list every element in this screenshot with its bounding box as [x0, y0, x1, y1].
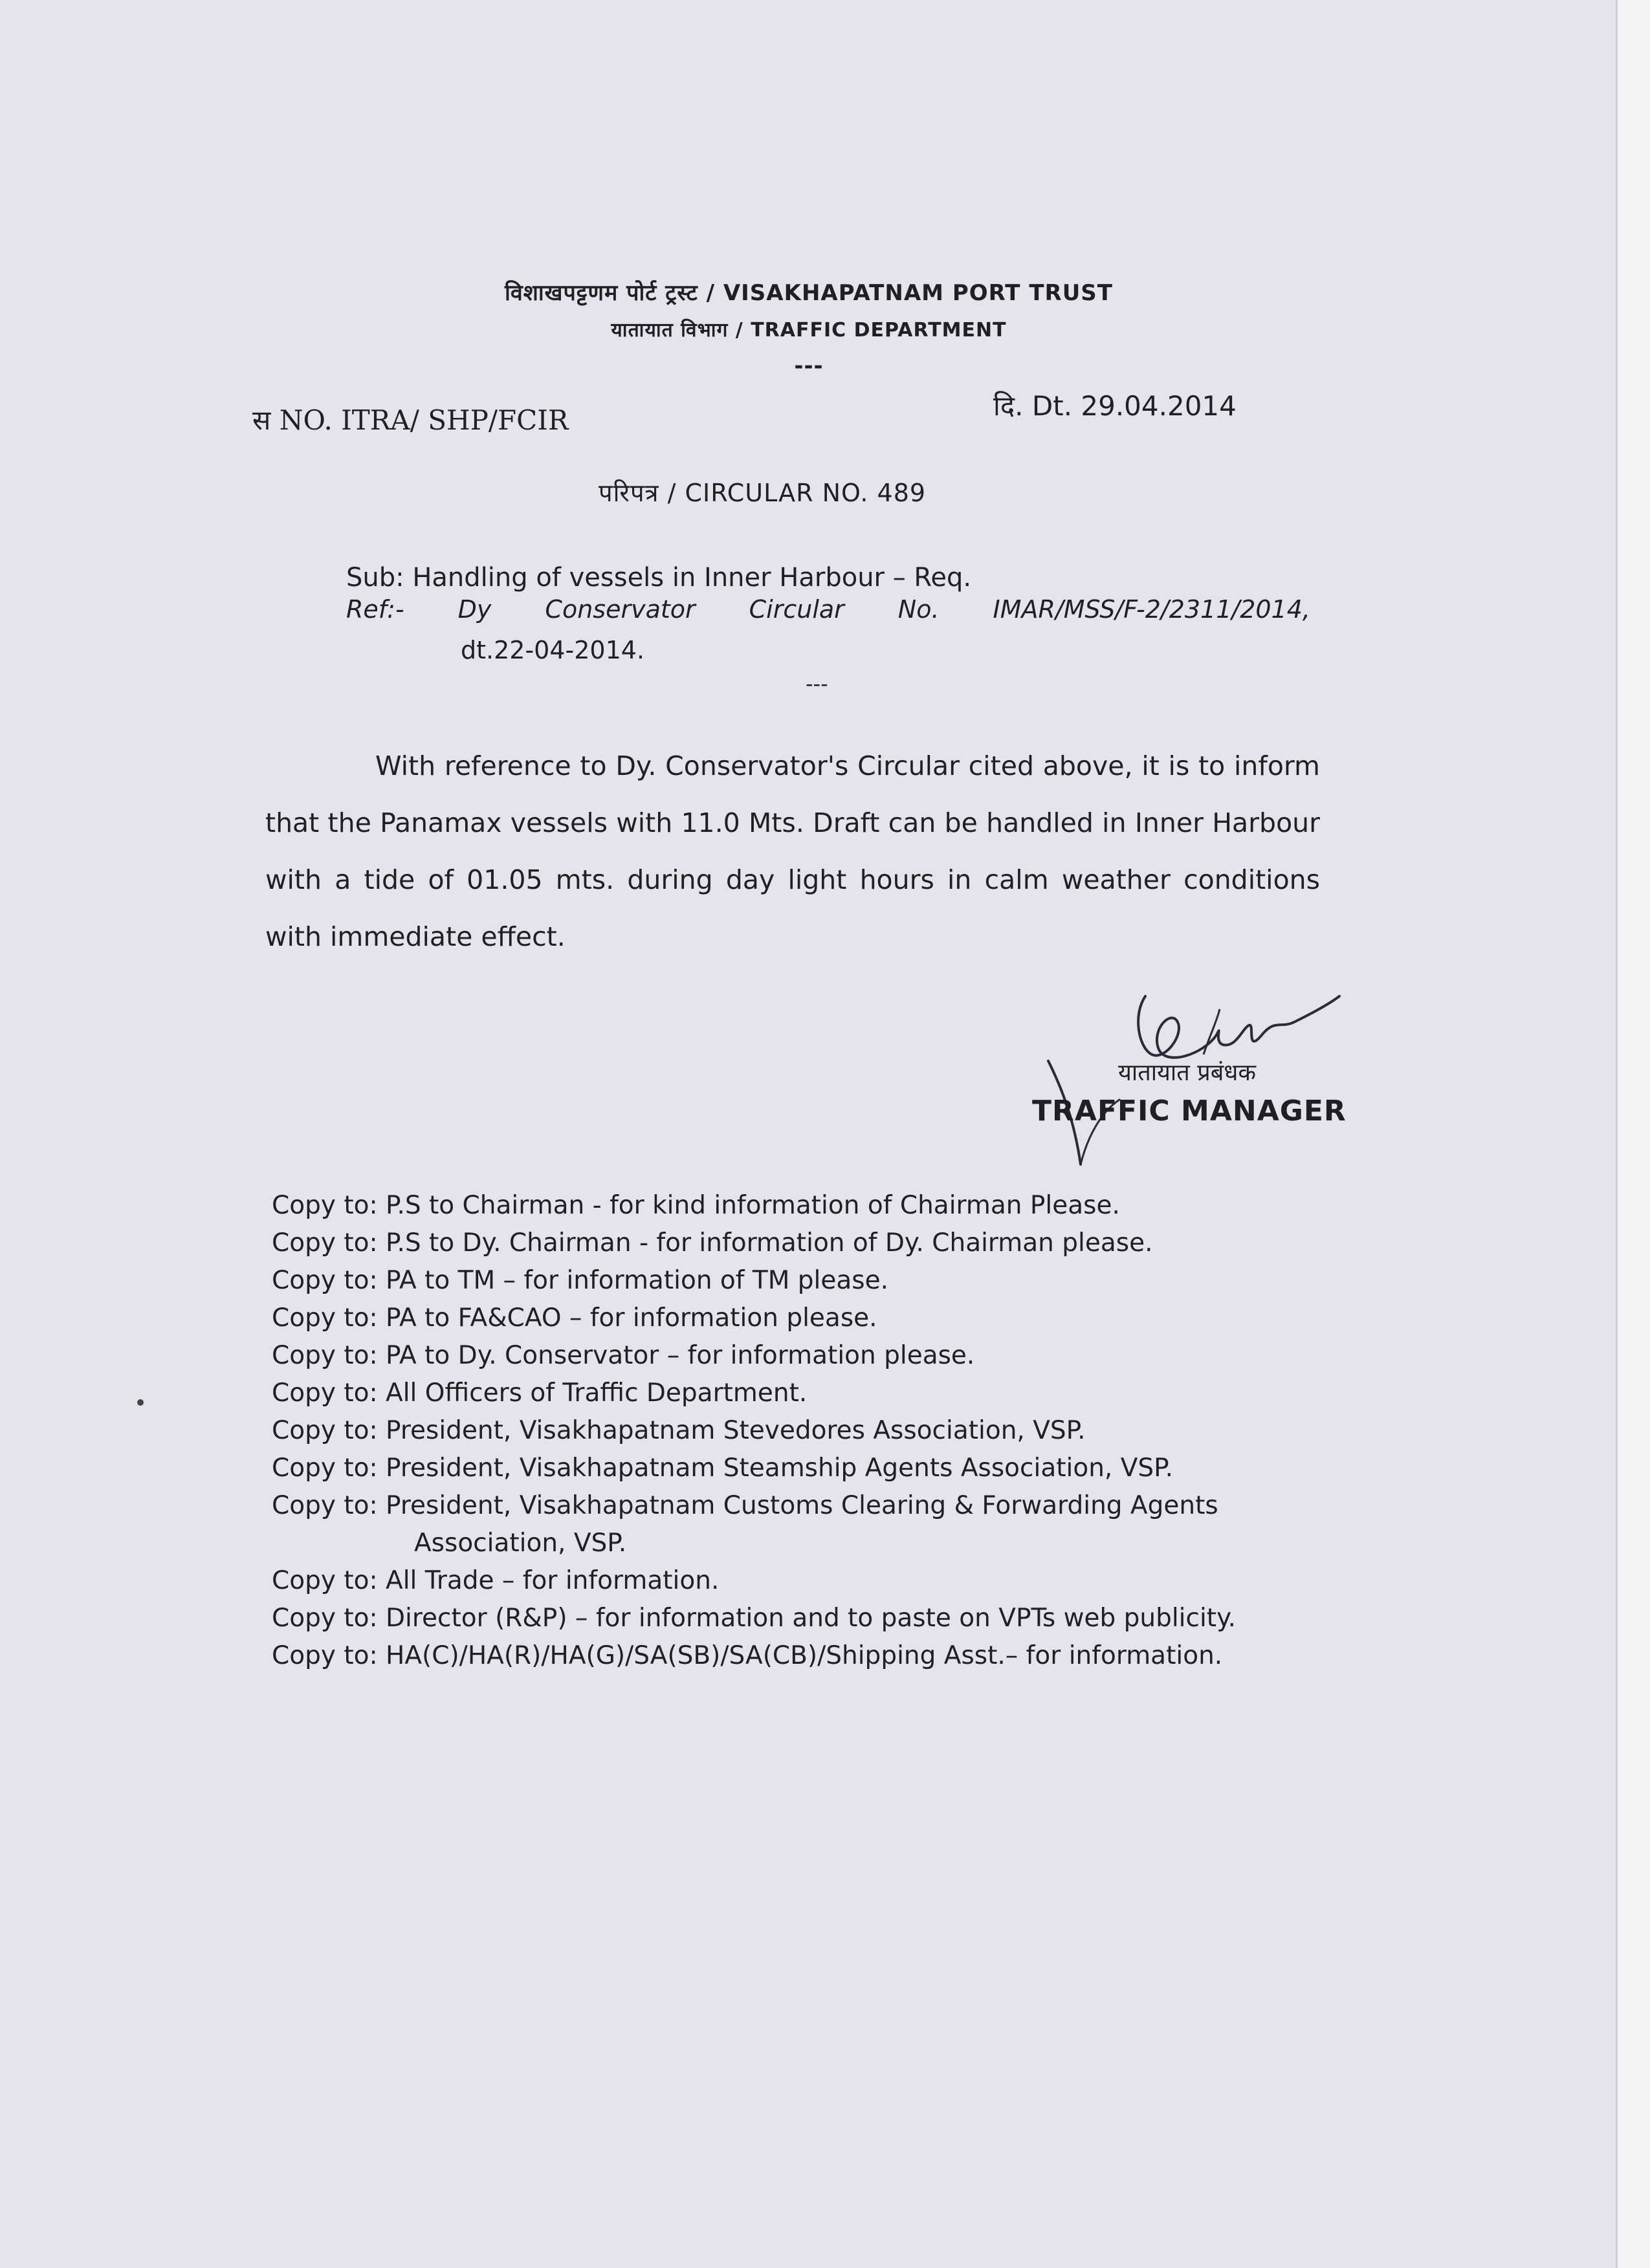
header-separator: --- [794, 353, 824, 379]
copy-to-item-continuation: Association, VSP. [414, 1529, 627, 1558]
reference-number: स NO. ITRA/ SHP/FCIR [252, 404, 569, 436]
reference-line: Ref:- Dy Conservator Circular No. IMAR/MSS/F-2/2311/2014, [346, 595, 1310, 624]
signatory-title: TRAFFIC MANAGER [1032, 1095, 1347, 1128]
copy-to-item: Copy to: P.S to Dy. Chairman - for information of Dy. Chairman please. [272, 1228, 1153, 1258]
copy-to-item: Copy to: PA to FA&CAO – for information please. [272, 1303, 877, 1333]
copy-to-item: Copy to: President, Visakhapatnam Stevedores Association, VSP. [272, 1416, 1086, 1445]
copy-to-item: Copy to: PA to Dy. Conservator – for information please. [272, 1341, 975, 1370]
page-edge [1618, 0, 1650, 2268]
copy-to-list [272, 1187, 1346, 1675]
department-header: यातायात विभाग / TRAFFIC DEPARTMENT [611, 319, 1007, 342]
circular-body: With reference to Dy. Conservator's Circular cited above, it is to inform that the Panamax vessels with 11.0 Mts. Draft can be handled in Inner Harbour with a tide of 01.05 mts. during day light hours in calm weather conditions with immediate effect. [265, 750, 1320, 952]
copy-to-item: Copy to: HA(C)/HA(R)/HA(G)/SA(SB)/SA(CB)/Shipping Asst.– for information. [272, 1641, 1223, 1670]
copy-to-item: Copy to: All Trade – for information. [272, 1566, 720, 1595]
organization-header: विशाखपट्टणम पोर्ट ट्रस्ट / VISAKHAPATNAM PORT TRUST [505, 280, 1113, 306]
copy-to-item: Copy to: Director (R&P) – for information and to paste on VPTs web publicity. [272, 1604, 1236, 1633]
copy-to-item: Copy to: President, Visakhapatnam Customs Clearing & Forwarding Agents [272, 1491, 1218, 1520]
copy-to-item: Copy to: President, Visakhapatnam Steamship Agents Association, VSP. [272, 1454, 1173, 1483]
reference-date: dt.22-04-2014. [461, 636, 645, 664]
margin-dot [137, 1399, 144, 1406]
section-separator: --- [806, 671, 828, 696]
signatory-title-hindi: यातायात प्रबंधक [1118, 1060, 1257, 1086]
circular-number: परिपत्र / CIRCULAR NO. 489 [599, 479, 927, 507]
circular-date: दि. Dt. 29.04.2014 [993, 390, 1237, 422]
subject-line: Sub: Handling of vessels in Inner Harbour – Req. [346, 563, 972, 593]
copy-to-item: Copy to: P.S to Chairman - for kind information of Chairman Please. [272, 1191, 1120, 1220]
copy-to-item: Copy to: All Officers of Traffic Department. [272, 1379, 808, 1408]
copy-to-item: Copy to: PA to TM – for information of TM please. [272, 1266, 888, 1295]
